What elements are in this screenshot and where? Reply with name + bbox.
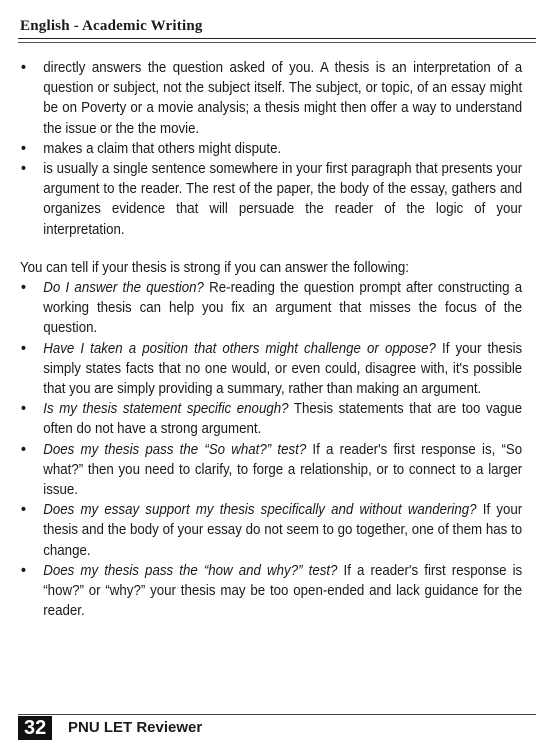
answer-text: If a reader's first response is, “So what?” then you need to clarify, to forge a relationship, or to connect to a larger issue. xyxy=(43,441,523,499)
question-text: Does my essay support my thesis specifically and without wandering? xyxy=(43,502,477,519)
question-text: Is my thesis statement specific enough? xyxy=(43,401,289,418)
thesis-characteristics-list xyxy=(20,58,522,240)
list-item: • is usually a single sentence somewhere in your first paragraph that presents your argument to the reader. The rest of the paper, the body of the essay, gathers and organizes evidence that will persuade the reader of the logic of your interpretation. xyxy=(20,159,522,240)
page-number: 32 xyxy=(18,716,52,740)
question-text: Does my thesis pass the “how and why?” test? xyxy=(43,562,338,579)
list-item: • makes a claim that others might dispute. xyxy=(20,139,522,159)
question-text: Have I taken a position that others might challenge or oppose? xyxy=(43,340,436,357)
answer-text: If your thesis simply states facts that no one would, or even could, disagree with, it's possible that you are simply providing a summary, rather than making an argument. xyxy=(43,340,523,398)
header-rule xyxy=(18,38,536,43)
answer-text: Re-reading the question prompt after constructing a working thesis can help you fix an argument that misses the focus of the question. xyxy=(43,280,523,337)
page-header: English - Academic Writing xyxy=(20,18,203,34)
thesis-questions-list xyxy=(20,278,522,621)
answer-text: If a reader's first response is “how?” or “why?” your thesis may be too open-ended and lack guidance for the reader. xyxy=(43,562,523,620)
list-item xyxy=(20,440,522,501)
question-text: Do I answer the question? xyxy=(43,280,204,297)
answer-text: Thesis statements that are too vague often do not have a strong argument. xyxy=(43,401,523,438)
list-item: • directly answers the question asked of you. A thesis is an interpretation of a question or subject, not the subject itself. The subject, or topic, of an essay might be on Poverty or a movie analysis; a thesis might then offer a way to understand the issue or the the movie. xyxy=(20,58,522,139)
footer-title: PNU LET Reviewer xyxy=(68,719,203,736)
list-item xyxy=(20,399,522,439)
intro-paragraph: You can tell if your thesis is strong if you can answer the following: xyxy=(20,259,410,276)
answer-text: If your thesis and the body of your essay do not seem to go together, one of them has to change. xyxy=(43,502,523,559)
question-text: Does my thesis pass the “So what?” test? xyxy=(43,441,307,458)
footer-rule xyxy=(18,714,536,715)
list-item xyxy=(20,561,522,622)
page-content xyxy=(20,58,522,621)
list-item xyxy=(20,500,522,561)
list-item xyxy=(20,339,522,400)
list-item xyxy=(20,278,522,339)
